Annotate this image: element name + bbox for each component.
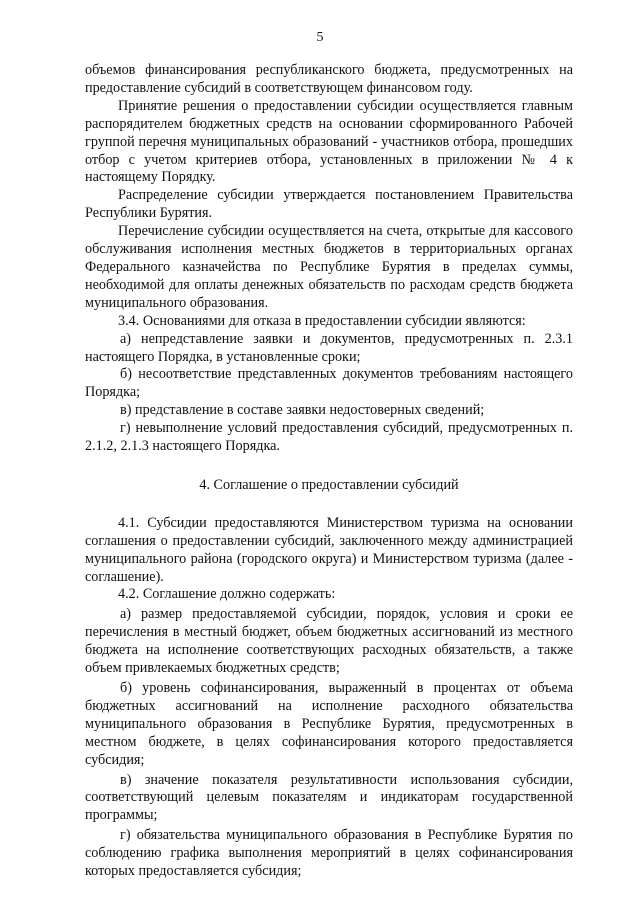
section-heading: 4. Соглашение о предоставлении субсидий xyxy=(199,476,459,493)
agreement-item-b: б) уровень софинансирования, выраженный в процентах от объема бюджетных ассигнований на исполнение расходного обязательства муниципального образования в Республике Бурятия, предусмотренных в местном бюджете, в целях софинансирования которого предоставляется субсидия; xyxy=(85,680,573,768)
paragraph-continuation: объемов финансирования республиканского бюджета, предусмотренных на предоставление субсидий в соответствующем финансовом году. xyxy=(85,62,573,96)
page-number: 5 xyxy=(316,30,324,45)
paragraph-refusal-grounds: 3.4. Основаниями для отказа в предоставлении субсидии являются: xyxy=(118,312,526,329)
list-item-b: б) несоответствие представленных документов требованиям настоящего Порядка; xyxy=(85,366,573,401)
paragraph-transfer: Перечисление субсидии осуществляется на счета, открытые для кассового обслуживания исполнения местных бюджетов в территориальных органах Федерального казначейства по Республике Бурятия в пределах суммы, необходимой для оплаты денежных обязательств по расходам средств бюджета муниципального образования. xyxy=(85,223,573,311)
agreement-item-g: г) обязательства муниципального образования в Республике Бурятия по соблюдению графика выполнения мероприятий в целях софинансирования которых предоставляется субсидия; xyxy=(85,827,573,880)
paragraph-4-2: 4.2. Соглашение должно содержать: xyxy=(118,586,336,603)
paragraph-4-1: 4.1. Субсидии предоставляются Министерством туризма на основании соглашения о предоставлении субсидий, заключенного между администрацией муниципального района (городского округа) и Министерством туризма (далее - соглашение). xyxy=(85,514,573,585)
list-item-a: а) непредставление заявки и документов, предусмотренных п. 2.3.1 настоящего Порядка, в установленные сроки; xyxy=(85,330,573,365)
paragraph-distribution: Распределение субсидии утверждается постановлением Правительства Республики Бурятия. xyxy=(85,187,573,222)
document-body xyxy=(85,62,573,881)
agreement-item-a: а) размер предоставляемой субсидии, порядок, условия и сроки ее перечисления в местный бюджет, объем бюджетных ассигнований из местного бюджета на исполнение соответствующих расходных обязательств, а также объем привлекаемых бюджетных средств; xyxy=(85,606,573,677)
paragraph-decision: Принятие решения о предоставлении субсидии осуществляется главным распорядителем бюджетных средств на основании сформированного Рабочей группой перечня муниципальных образований - участников отбора, прошедших отбор с учетом критериев отбора, установленных в приложении № 4 к настоящему Порядку. xyxy=(85,97,573,186)
list-item-g: г) невыполнение условий предоставления субсидий, предусмотренных п. 2.1.2, 2.1.3 настоящего Порядка. xyxy=(85,420,573,455)
agreement-item-v: в) значение показателя результативности использования субсидии, соответствующий целевым показателям и индикаторам государственной программы; xyxy=(85,771,573,824)
list-item-v: в) представление в составе заявки недостоверных сведений; xyxy=(120,402,485,419)
